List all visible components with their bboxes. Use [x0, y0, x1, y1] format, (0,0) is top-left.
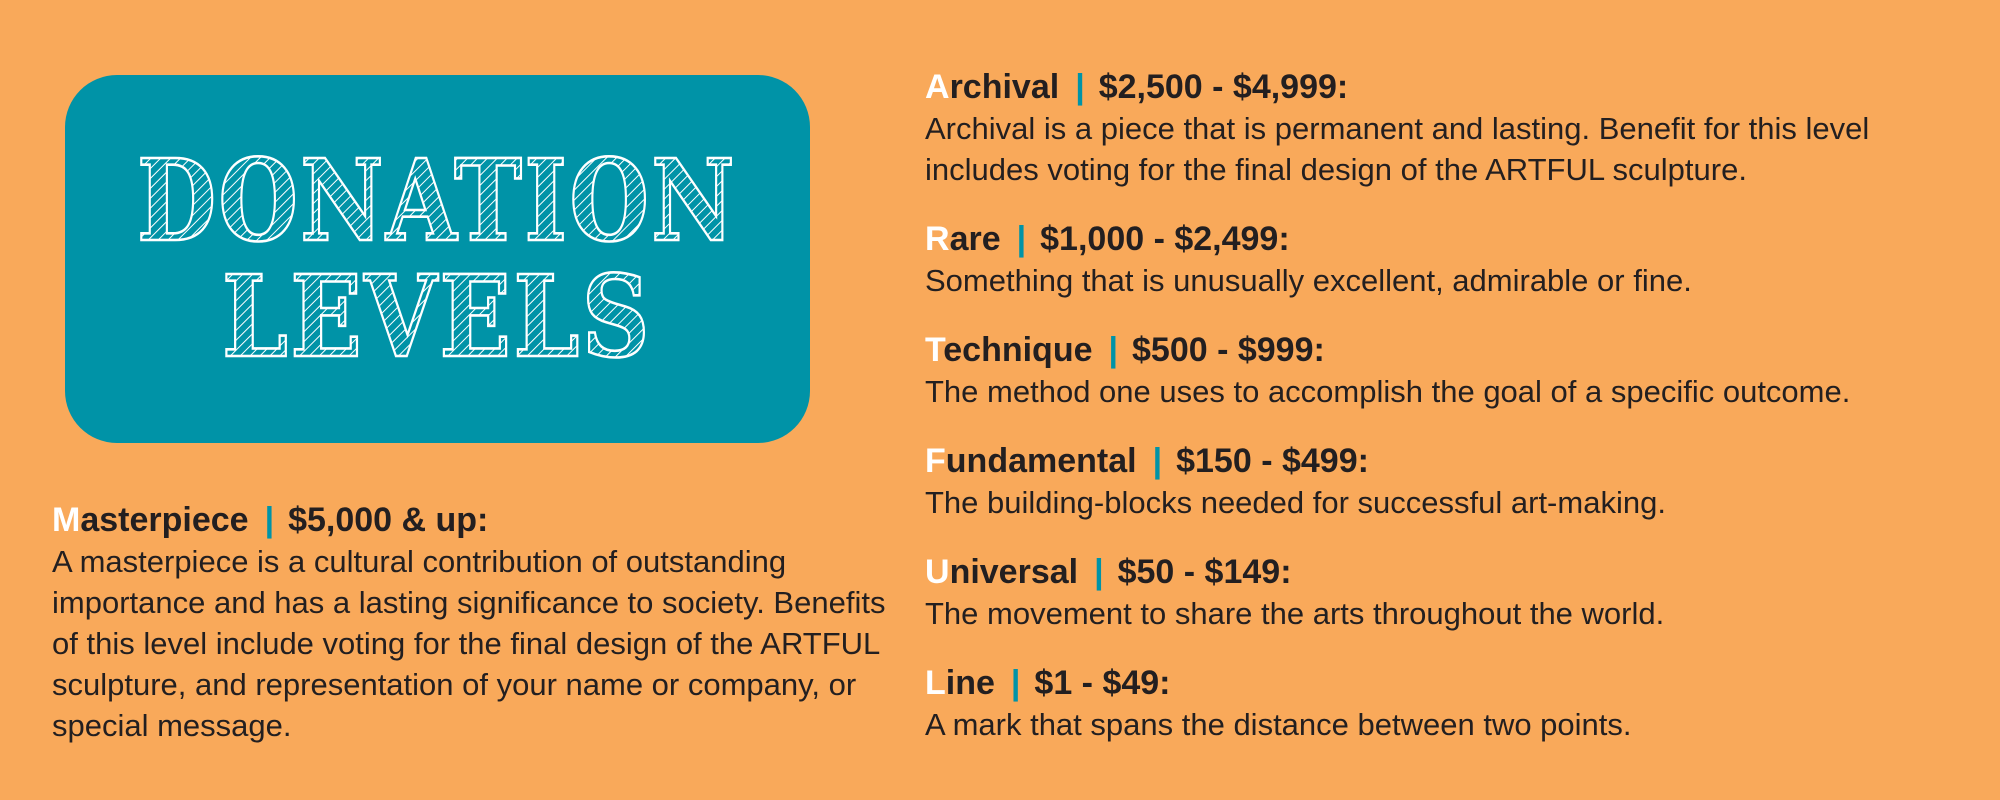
level-description: A masterpiece is a cultural contribution of outstanding importance and has a lasting significance to society. Benefits of this level include voting for the final design of the ARTFUL sculpture, and representation of your name or company, or special message.: [52, 544, 886, 743]
level-name: ine: [945, 664, 995, 702]
title-graphic: [65, 75, 810, 443]
level-range: $5,000 & up:: [288, 501, 489, 539]
level-name: echnique: [943, 331, 1093, 369]
level-archival: [925, 67, 1985, 190]
level-separator: |: [1010, 664, 1021, 702]
level-name: rchival: [949, 68, 1060, 106]
level-description: Archival is a piece that is permanent and lasting. Benefit for this level includes voting for the final design of the ARTFUL sculpture.: [925, 111, 1870, 187]
level-initial: U: [925, 553, 950, 591]
level-range: $1,000 - $2,499:: [1040, 220, 1290, 258]
title-line-1: DONATION: [137, 136, 737, 267]
level-separator: |: [1108, 331, 1119, 369]
level-heading: [925, 663, 1985, 703]
level-separator: |: [1094, 553, 1104, 591]
level-masterpiece: [52, 500, 892, 746]
level-description: The movement to share the arts throughout the world.: [925, 596, 1665, 631]
level-name: niversal: [949, 553, 1079, 591]
level-initial: M: [52, 501, 81, 539]
level-separator: |: [1152, 442, 1163, 480]
level-initial: L: [925, 664, 946, 702]
level-universal: [925, 552, 1985, 634]
level-fundamental: [925, 441, 1985, 523]
level-initial: T: [925, 331, 944, 369]
level-range: $2,500 - $4,999:: [1098, 68, 1349, 106]
level-heading: [925, 552, 1985, 592]
level-line: [925, 663, 1985, 745]
level-range: $1 - $49:: [1034, 664, 1171, 702]
level-range: $150 - $499:: [1176, 442, 1369, 480]
level-separator: |: [1075, 68, 1085, 106]
level-description: A mark that spans the distance between two points.: [925, 707, 1632, 742]
level-heading: [925, 441, 1985, 481]
level-description: Something that is unusually excellent, admirable or fine.: [925, 263, 1692, 298]
level-range: $500 - $999:: [1132, 331, 1325, 369]
level-heading: [925, 67, 1985, 107]
level-name: asterpiece: [80, 501, 249, 539]
level-heading: [52, 500, 892, 540]
level-name: undamental: [945, 442, 1137, 480]
title-line-2: LEVELS: [222, 252, 652, 383]
level-description: The method one uses to accomplish the goal of a specific outcome.: [925, 374, 1851, 409]
level-initial: F: [925, 442, 946, 480]
level-description: The building-blocks needed for successful art-making.: [925, 485, 1666, 520]
level-initial: R: [925, 220, 950, 258]
level-heading: [925, 330, 1985, 370]
level-technique: [925, 330, 1985, 412]
level-range: $50 - $149:: [1117, 553, 1292, 591]
level-initial: A: [925, 68, 950, 106]
level-rare: [925, 219, 1985, 301]
level-separator: |: [1016, 220, 1027, 258]
level-heading: [925, 219, 1985, 259]
level-separator: |: [264, 501, 275, 539]
level-name: are: [949, 220, 1001, 258]
title-box: [65, 75, 810, 443]
